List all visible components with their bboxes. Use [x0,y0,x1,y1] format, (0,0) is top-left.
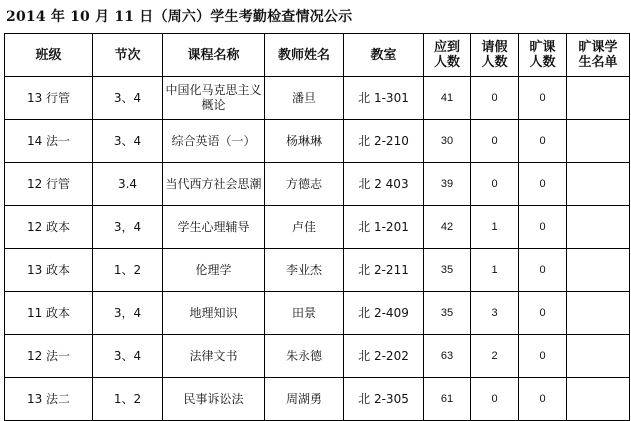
table-row [5,120,630,163]
cell-absent-names [567,120,630,163]
cell-teacher: 潘旦 [265,77,344,120]
cell-period: 1、2 [93,249,163,292]
header-teacher: 教师姓名 [265,34,344,77]
cell-absent: 0 [519,378,567,421]
table-row [5,77,630,120]
header-absent [519,34,567,77]
cell-expected: 41 [424,77,471,120]
cell-class: 12 政本 [5,206,93,249]
cell-absent-names [567,249,630,292]
table-header-row [5,34,630,77]
cell-teacher: 卢佳 [265,206,344,249]
cell-leave: 3 [471,292,519,335]
cell-course [163,249,265,292]
table-row [5,163,630,206]
cell-absent-names [567,77,630,120]
attendance-table [4,33,630,421]
header-leave [471,34,519,77]
cell-room: 北 2-202 [344,335,424,378]
cell-period: 3、4 [93,335,163,378]
cell-expected: 39 [424,163,471,206]
header-expected [424,34,471,77]
table-row [5,206,630,249]
cell-class: 13 行管 [5,77,93,120]
cell-period: 3，4 [93,292,163,335]
cell-room: 北 2-210 [344,120,424,163]
cell-course-line1: 法律文书 [189,348,238,363]
header-period: 节次 [93,34,163,77]
header-class: 班级 [5,34,93,77]
cell-expected: 63 [424,335,471,378]
header-course: 课程名称 [163,34,265,77]
header-leave-line2: 人数 [481,55,508,70]
cell-absent-names [567,206,630,249]
cell-absent: 0 [519,206,567,249]
table-row [5,335,630,378]
cell-absent: 0 [519,77,567,120]
header-expected-line1: 应到 [433,40,460,55]
header-absent-names-line1: 旷课学 [578,40,618,55]
cell-course [163,163,265,206]
cell-period: 3、4 [93,77,163,120]
cell-course-line2: 主义概论 [201,83,262,112]
cell-course [163,378,265,421]
cell-class: 12 行管 [5,163,93,206]
cell-period: 3，4 [93,206,163,249]
cell-period: 1、2 [93,378,163,421]
cell-room: 北 1-201 [344,206,424,249]
cell-absent-names [567,378,630,421]
cell-absent: 0 [519,249,567,292]
cell-course [163,292,265,335]
cell-class: 13 法二 [5,378,93,421]
cell-class: 13 政本 [5,249,93,292]
cell-room: 北 2-305 [344,378,424,421]
cell-course [163,120,265,163]
cell-teacher: 李业杰 [265,249,344,292]
header-leave-line1: 请假 [481,40,508,55]
header-absent-names [567,34,630,77]
cell-leave: 1 [471,206,519,249]
cell-absent-names [567,335,630,378]
cell-course [163,335,265,378]
header-absent-line1: 旷课 [529,40,556,55]
cell-expected: 35 [424,292,471,335]
cell-expected: 30 [424,120,471,163]
cell-period: 3.4 [93,163,163,206]
table-row [5,249,630,292]
cell-class: 12 法一 [5,335,93,378]
table-body [5,77,630,421]
page-title: 2014 年 10 月 11 日（周六）学生考勤检查情况公示 [6,9,353,25]
cell-room: 北 2-211 [344,249,424,292]
cell-absent-names [567,292,630,335]
cell-course-line1: 地理知识 [189,305,238,320]
table-row [5,378,630,421]
cell-expected: 35 [424,249,471,292]
header-absent-line2: 人数 [529,55,556,70]
header-absent-names-line2: 生名单 [578,55,618,70]
cell-period: 3、4 [93,120,163,163]
cell-absent: 0 [519,163,567,206]
cell-leave: 1 [471,249,519,292]
cell-teacher: 朱永德 [265,335,344,378]
cell-room: 北 2 403 [344,163,424,206]
cell-course-line1: 伦理学 [195,262,232,277]
cell-room: 北 2-409 [344,292,424,335]
cell-leave: 0 [471,77,519,120]
cell-absent-names [567,163,630,206]
cell-leave: 2 [471,335,519,378]
cell-course-line1: 民事诉讼法 [183,391,244,406]
cell-absent: 0 [519,120,567,163]
cell-class: 11 政本 [5,292,93,335]
cell-course-line1: 学生心理辅导 [177,219,250,234]
cell-course [163,206,265,249]
cell-course-line1: 综合英语（一） [171,133,256,148]
cell-absent: 0 [519,292,567,335]
cell-class: 14 法一 [5,120,93,163]
cell-teacher: 方德志 [265,163,344,206]
cell-expected: 61 [424,378,471,421]
cell-leave: 0 [471,378,519,421]
table-row [5,292,630,335]
cell-teacher: 田景 [265,292,344,335]
cell-room: 北 1-301 [344,77,424,120]
cell-expected: 42 [424,206,471,249]
header-expected-line2: 人数 [433,55,460,70]
cell-leave: 0 [471,163,519,206]
cell-course-line1: 中国化马克思 [165,83,238,97]
cell-absent: 0 [519,335,567,378]
cell-teacher: 周湖勇 [265,378,344,421]
header-room: 教室 [344,34,424,77]
cell-teacher: 杨琳琳 [265,120,344,163]
cell-leave: 0 [471,120,519,163]
cell-course-line2: 思潮 [237,176,262,191]
cell-course-line1: 当代西方社会 [165,176,238,191]
cell-course [163,77,265,120]
